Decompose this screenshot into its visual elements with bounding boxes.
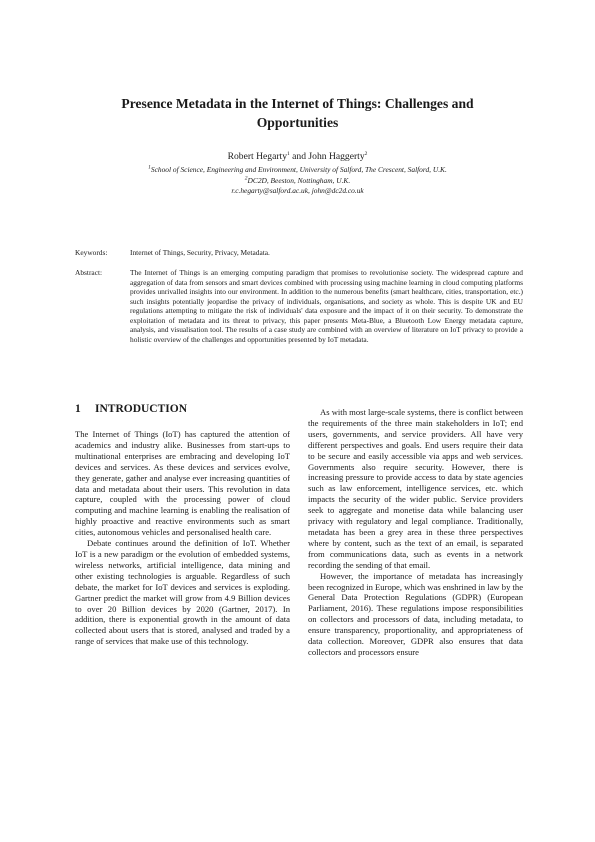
body-paragraph: As with most large-scale systems, there is conflict between the requirements of the three main stakeholders in IoT; end users, governments, and service providers. All have very different perspectives and goals. End users require their data to be secure and easily accessible via apps and web services. Governments also require security. However, there is increasing pressure to provide access to data by state agencies such as law enforcement, intelligence services, etc. which impacts the security of the wider public. Service providers seek to aggregate and monetise data while balancing user privacy with regulatory and legal compliance. Traditionally, metadata has been a grey area in these three perspectives where by content, such as the text of an email, is separated from communications data, such as events in a network recording the sending of that email. [308,407,523,570]
affiliation-line [60,165,535,176]
affiliation-text: School of Science, Engineering and Environment, University of Salford, The Crescent, Salford, U.K. [150,165,447,174]
section-number: 1 [75,403,81,415]
section-heading [75,402,290,416]
abstract-label: Abstract: [75,268,103,277]
paper-title: Presence Metadata in the Internet of Things: Challenges and Opportunities [121,96,474,130]
affiliation-marker: 2 [364,150,368,157]
author-conjunction: and [289,151,309,162]
section-title: INTRODUCTION [95,403,188,415]
author-name: Robert Hegarty [227,151,288,162]
author-list [60,151,535,163]
affiliation-line [60,176,535,187]
affiliation-marker: 1 [148,164,151,171]
affiliation-text: DC2D, Beeston, Nottingham, U.K. [247,175,351,185]
right-column [308,407,523,658]
keywords-label: Keywords: [75,248,108,257]
body-paragraph: Debate continues around the definition of IoT. Whether IoT is a new paradigm or the evolution of embedded systems, wireless networks, artificial intelligence, data mining and other existing technologies is arguable. Regardless of such debate, the market for IoT devices and services is exploding. Gartner predict the market will grow from 4.9 Billion devices to over 20 Billion devices by 2020 (Gartner, 2017). In addition, there is exponential growth in the amount of data collected about users that is stored, analysed and traded by a range of services that make use of this technology. [75,538,290,647]
author-name: John Haggerty [308,151,365,162]
affiliations [60,165,535,197]
body-paragraph: However, the importance of metadata has increasingly been recognized in Europe, which was enshrined in law by the General Data Protection Regulations (GDPR) (European Parliament, 2016). These regulations impose responsibilities on collectors and processors of data, including metadata, to ensure transparency, proportionality, and appropriateness of data collection. Moreover, GDPR also ensures that data collectors and processors ensure [308,570,524,657]
affiliation-marker: 2 [244,175,248,182]
abstract-text: The Internet of Things is an emerging computing paradigm that promises to revolutionise society. The widespread capture and aggregation of data from sensors and smart devices combined with processing using machine learning in cloud computing platforms provides unrivalled insights into our environment. In addition to the numerous benefits (smart healthcare, cities, transportation, etc.) such insights potentially jeopardise the privacy of individuals, organisations, and society as whole. This is despite UK and EU regulations attempting to mitigate the risk of individuals' data exposure and the impact of it on their security. To demonstrate the exploitation of metadata and its threat to privacy, this paper presents Meta-Blue, a Bluetooth Low Energy metadata capture, analysis, and visualisation tool. The results of a case study are combined with an overview of literature on IoT privacy to provide a holistic overview of the challenges and opportunities presented by IoT metadata. [130,268,523,344]
body-paragraph: The Internet of Things (IoT) has captured the attention of academics and industry alike. Businesses from start-ups to multinational enterprises are embracing and developing IoT devices and services. As these devices and services evolve, they generate, gather and analyse ever increasing quantities of data and metadata about their users. This revolution in data capture, coupled with the processing power of cloud computing and machine learning is enabling the realisation of highly proactive and reactive environments such as smart cities, autonomous vehicles and personalised health care. [75,429,290,538]
left-column [75,402,290,647]
author-emails: r.c.hegarty@salford.ac.uk, john@dc2d.co.uk [231,186,364,195]
keywords-text: Internet of Things, Security, Privacy, Metadata. [130,248,270,257]
affiliation-marker: 1 [287,150,290,157]
